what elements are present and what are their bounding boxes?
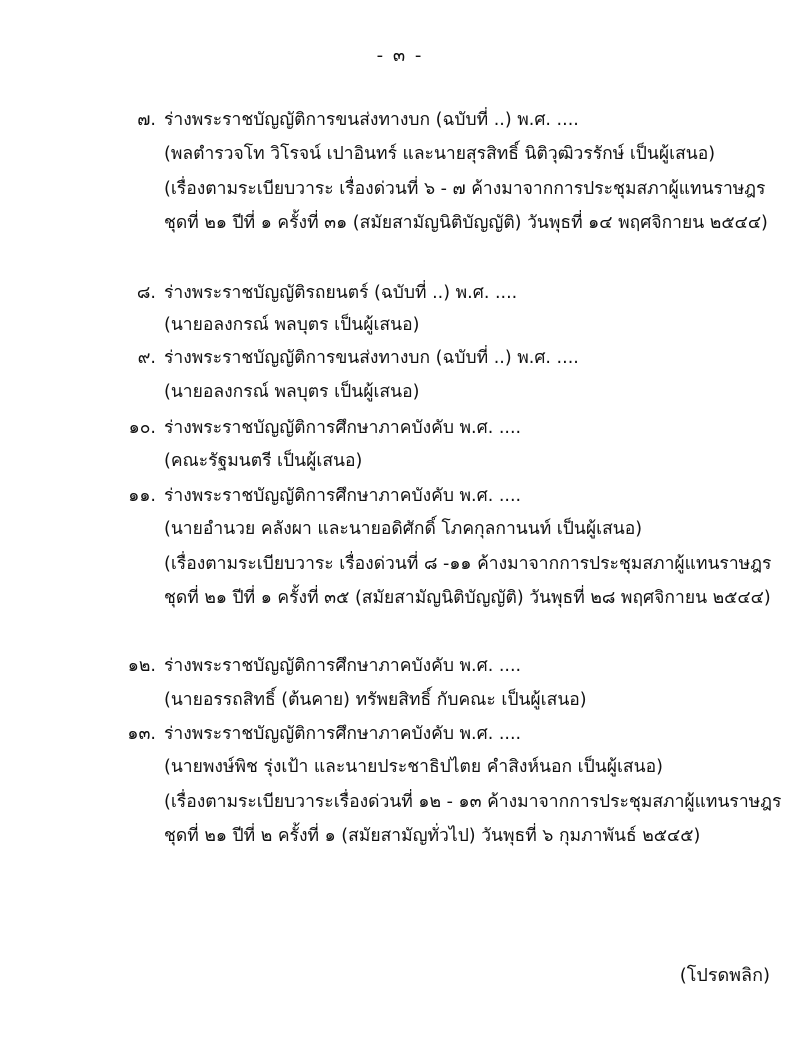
item-proposer: (นายพงษ์พิช รุ่งเป้า และนายประชาธิปไตย คำสิงห์นอก เป็นผู้เสนอ) xyxy=(164,757,663,777)
item-number: ๑๓. xyxy=(127,724,156,744)
item-proposer: (นายอำนวย คลังผา และนายอดิศักดิ์ โภคกุลกานนท์ เป็นผู้เสนอ) xyxy=(164,519,643,539)
page-number: - ๓ - xyxy=(376,45,424,66)
please-turn-over: (โปรดพลิก) xyxy=(679,965,770,986)
item-proposer: (คณะรัฐมนตรี เป็นผู้เสนอ) xyxy=(164,451,363,471)
item-note: (เรื่องตามระเบียบวาระเรื่องด่วนที่ ๑๒ - ๑๓ ค้างมาจากการประชุมสภาผู้แทนราษฎร xyxy=(164,792,782,812)
item-note-continued: ชุดที่ ๒๑ ปีที่ ๒ ครั้งที่ ๑ (สมัยสามัญทั่วไป) วันพุธที่ ๖ กุมภาพันธ์ ๒๕๔๕) xyxy=(164,826,701,846)
item-note-continued: ชุดที่ ๒๑ ปีที่ ๑ ครั้งที่ ๓๕ (สมัยสามัญนิติบัญญัติ) วันพุธที่ ๒๘ พฤศจิกายน ๒๕๔๔) xyxy=(164,588,771,608)
item-title: ร่างพระราชบัญญัติการศึกษาภาคบังคับ พ.ศ. .... xyxy=(164,486,522,506)
item-note: (เรื่องตามระเบียบวาระ เรื่องด่วนที่ ๘ -๑๑ ค้างมาจากการประชุมสภาผู้แทนราษฎร xyxy=(164,554,772,574)
item-proposer: (นายอรรถสิทธิ์ (ต้นคาย) ทรัพยสิทธิ์ กับคณะ เป็นผู้เสนอ) xyxy=(164,690,587,710)
item-number: ๑๒. xyxy=(127,656,156,676)
item-title: ร่างพระราชบัญญัติการศึกษาภาคบังคับ พ.ศ. .... xyxy=(164,656,522,676)
item-number: ๗. xyxy=(137,110,156,130)
item-number: ๙. xyxy=(137,348,156,368)
item-proposer: (พลตำรวจโท วิโรจน์ เปาอินทร์ และนายสุรสิทธิ์ นิติวุฒิวรรักษ์ เป็นผู้เสนอ) xyxy=(164,144,716,164)
item-title: ร่างพระราชบัญญัติการขนส่งทางบก (ฉบับที่ ..) พ.ศ. .... xyxy=(164,110,579,130)
item-proposer: (นายอลงกรณ์ พลบุตร เป็นผู้เสนอ) xyxy=(164,382,420,402)
item-number: ๑๐. xyxy=(128,418,156,438)
item-title: ร่างพระราชบัญญัติการศึกษาภาคบังคับ พ.ศ. .... xyxy=(164,724,522,744)
item-title: ร่างพระราชบัญญัติการศึกษาภาคบังคับ พ.ศ. .... xyxy=(164,418,522,438)
item-number: ๑๑. xyxy=(128,486,156,506)
item-title: ร่างพระราชบัญญัติการขนส่งทางบก (ฉบับที่ ..) พ.ศ. .... xyxy=(164,348,579,368)
item-proposer: (นายอลงกรณ์ พลบุตร เป็นผู้เสนอ) xyxy=(164,315,420,335)
item-title: ร่างพระราชบัญญัติรถยนตร์ (ฉบับที่ ..) พ.ศ. .... xyxy=(164,283,518,303)
item-note-continued: ชุดที่ ๒๑ ปีที่ ๑ ครั้งที่ ๓๑ (สมัยสามัญนิติบัญญัติ) วันพุธที่ ๑๔ พฤศจิกายน ๒๕๔๔) xyxy=(164,213,768,233)
item-note: (เรื่องตามระเบียบวาระ เรื่องด่วนที่ ๖ - ๗ ค้างมาจากการประชุมสภาผู้แทนราษฎร xyxy=(164,179,766,199)
item-number: ๘. xyxy=(136,283,156,303)
